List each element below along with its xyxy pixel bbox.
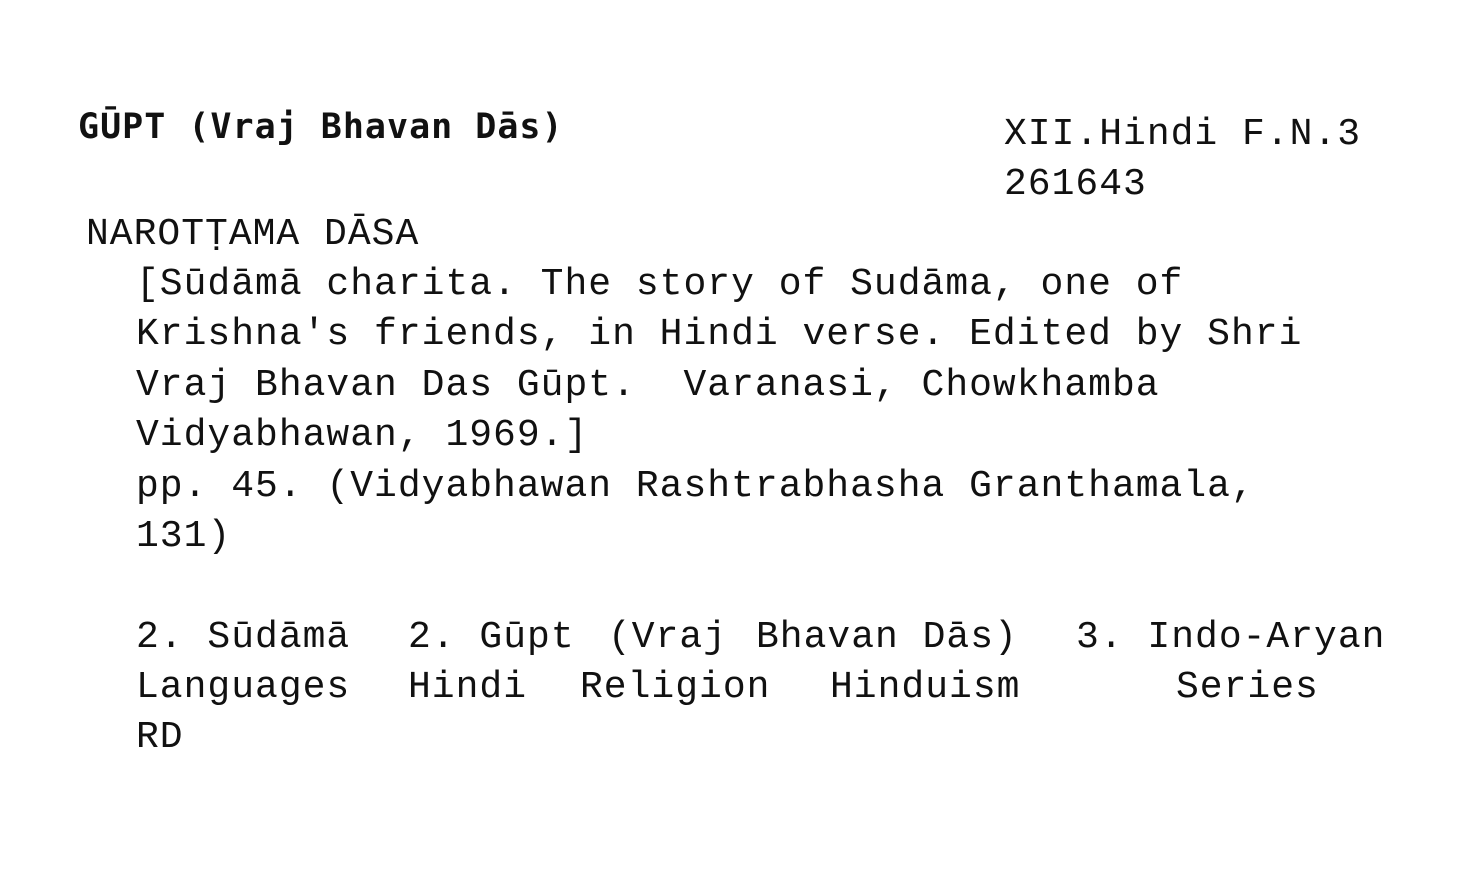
cataloger-initials: RD [136,716,184,759]
tracing-4-bottom: Hinduism [830,666,1021,709]
tracing-5-bottom: Series [1176,666,1319,709]
description-line-1: [Sūdāmā charita. The story of Sudāma, one of [136,263,1184,306]
heading-author: GŪPT (Vraj Bhavan Dās) [78,107,564,147]
title-author: NAROTṬAMA DĀSA [86,213,420,256]
description-line-4: Vidyabhawan, 1969.] [136,414,589,457]
call-number-accession: 261643 [1004,163,1147,206]
tracing-3-top: (Vraj [608,616,728,659]
tracing-4-top: Bhavan Dās) [756,616,1018,659]
tracing-5-top: 3. Indo-Aryan [1076,616,1386,659]
call-number-class: XII.Hindi F.N.3 [1004,113,1362,156]
tracing-2-bottom: Hindi [408,666,528,709]
tracing-1-top: 2. Sūdāmā [136,616,351,659]
collation-line-2: 131) [136,515,232,558]
description-line-3: Vraj Bhavan Das Gūpt. Varanasi, Chowkhamba [136,364,1160,407]
tracing-2-top: 2. Gūpt [408,616,575,659]
description-line-2: Krishna's friends, in Hindi verse. Edited by Shri [136,313,1303,356]
collation-line-1: pp. 45. (Vidyabhawan Rashtrabhasha Granthamala, [136,465,1255,508]
tracing-3-bottom: Religion [580,666,771,709]
tracing-1-bottom: Languages [136,666,351,709]
